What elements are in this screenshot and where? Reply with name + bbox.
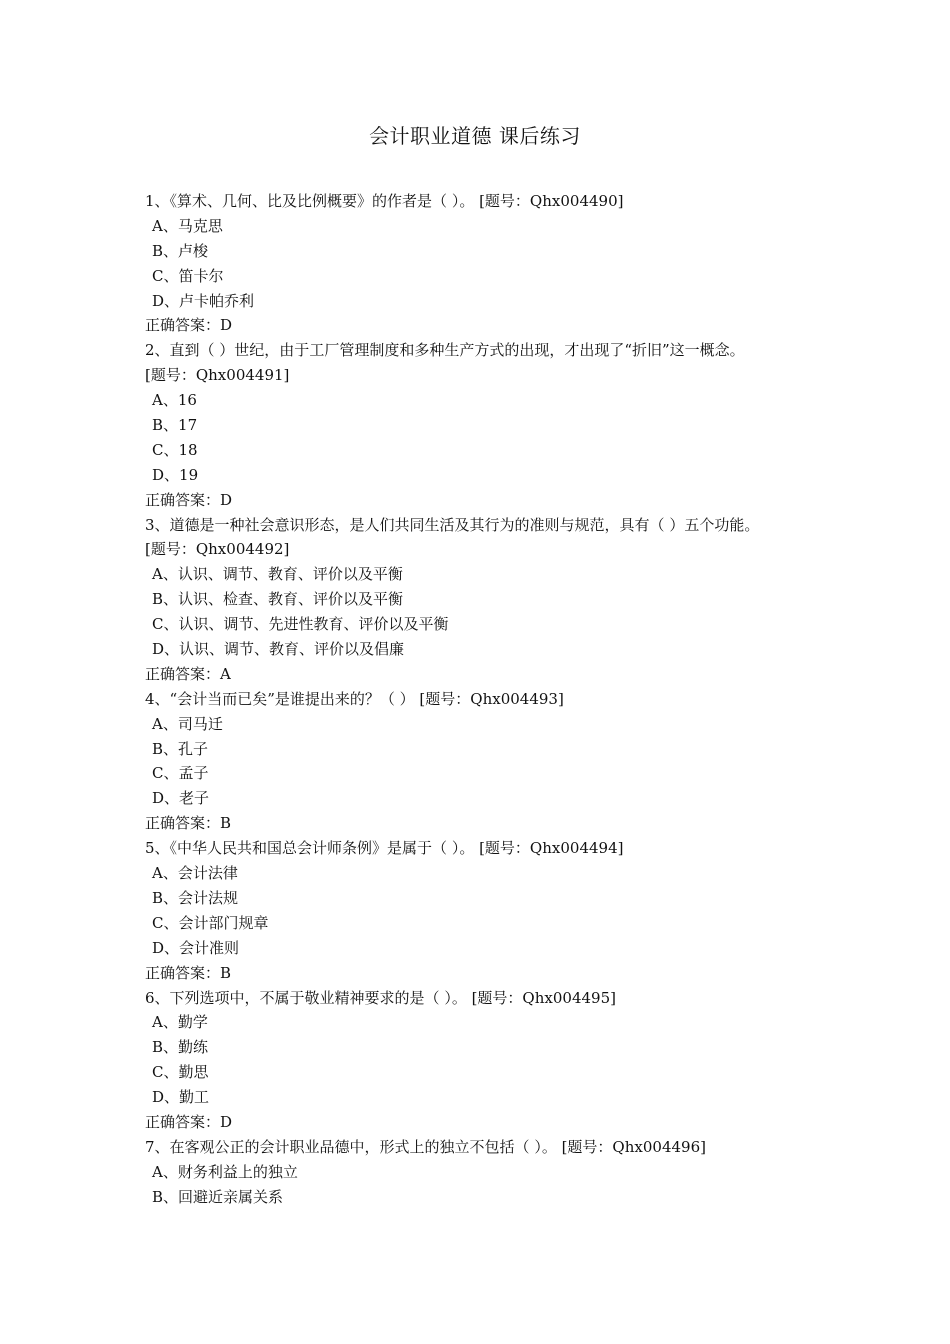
option-c: C、孟子: [152, 764, 209, 783]
question-list: [145, 189, 825, 1210]
correct-answer: [145, 662, 825, 687]
option-d: D、老子: [152, 789, 210, 808]
correct-answer: [145, 313, 825, 338]
option-a: A、会计法律: [152, 864, 238, 883]
question-text: 2、直到（ ）世纪，由于工厂管理制度和多种生产方式的出现，才出现了“折旧”这一概念。: [145, 341, 745, 360]
question-id: [题号：Qhx004491]: [145, 366, 290, 385]
question-text: 4、“会计当而已矣”是谁提出来的？（ ） [题号：Qhx004493]: [145, 689, 564, 708]
question-item: [145, 513, 825, 687]
question-text: 6、下列选项中，不属于敬业精神要求的是（ ）。 [题号：Qhx004495]: [145, 988, 616, 1007]
question-text: 5、《中华人民共和国总会计师条例》是属于（ ）。 [题号：Qhx004494]: [145, 839, 624, 858]
option-c: C、18: [152, 440, 198, 459]
answer-value: A: [220, 664, 231, 683]
option-a: A、认识、调节、教育、评价以及平衡: [152, 565, 403, 584]
option-c: C、会计部门规章: [152, 913, 269, 932]
answer-prefix: 正确答案：: [145, 490, 221, 509]
option-c: C、勤思: [152, 1063, 209, 1082]
option-b: B、孔子: [152, 739, 209, 758]
page-title: 会计职业道德 课后练习: [369, 124, 581, 148]
option-a: A、16: [152, 391, 197, 410]
option-b: B、会计法规: [152, 888, 239, 907]
option-b: B、卢梭: [152, 241, 209, 260]
option-b: B、17: [152, 416, 198, 435]
option-a: A、财务利益上的独立: [152, 1162, 298, 1181]
question-item: [145, 836, 825, 985]
question-id: [题号：Qhx004492]: [145, 540, 290, 559]
answer-prefix: 正确答案：: [145, 664, 221, 683]
option-d: D、认识、调节、教育、评价以及倡廉: [152, 640, 405, 659]
correct-answer: [145, 1110, 825, 1135]
answer-prefix: 正确答案：: [145, 316, 221, 335]
question-item: [145, 338, 825, 512]
answer-value: B: [220, 814, 232, 833]
correct-answer: [145, 488, 825, 513]
option-d: D、会计准则: [152, 938, 240, 957]
answer-prefix: 正确答案：: [145, 963, 221, 982]
answer-value: D: [220, 316, 233, 335]
option-d: D、卢卡帕乔利: [152, 291, 255, 310]
question-text: 7、在客观公正的会计职业品德中，形式上的独立不包括（ ）。 [题号：Qhx004496]: [145, 1137, 706, 1156]
question-item: [145, 189, 825, 338]
correct-answer: [145, 811, 825, 836]
option-a: A、司马迁: [152, 714, 223, 733]
question-text: 3、道德是一种社会意识形态，是人们共同生活及其行为的准则与规范，具有（ ）五个功能。: [145, 515, 760, 534]
correct-answer: [145, 961, 825, 986]
answer-prefix: 正确答案：: [145, 1112, 221, 1131]
question-item: [145, 986, 825, 1135]
option-a: A、马克思: [152, 216, 223, 235]
option-b: B、勤练: [152, 1038, 209, 1057]
option-b: B、认识、检查、教育、评价以及平衡: [152, 590, 404, 609]
question-item: [145, 687, 825, 836]
answer-prefix: 正确答案：: [145, 814, 221, 833]
question-text: 1、《算术、几何、比及比例概要》的作者是（ ）。 [题号：Qhx004490]: [145, 192, 624, 210]
option-c: C、笛卡尔: [152, 266, 224, 285]
option-c: C、认识、调节、先进性教育、评价以及平衡: [152, 615, 449, 634]
option-d: D、19: [152, 465, 199, 484]
question-item: [145, 1135, 825, 1210]
option-d: D、勤工: [152, 1088, 210, 1107]
option-a: A、勤学: [152, 1013, 208, 1032]
answer-value: D: [220, 1112, 233, 1131]
answer-value: D: [220, 490, 233, 509]
option-b: B、回避近亲属关系: [152, 1187, 284, 1206]
answer-value: B: [220, 963, 232, 982]
